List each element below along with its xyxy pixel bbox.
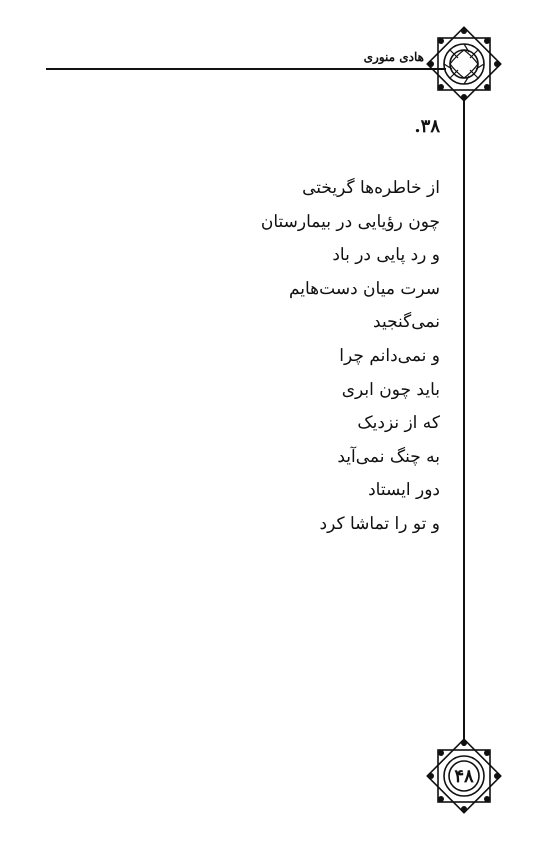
poem-line: چون رؤیایی در بیمارستان: [260, 211, 440, 232]
page-number: ۴۸: [454, 766, 474, 787]
poem-line: و رد پایی در باد: [332, 245, 440, 266]
poem-line: از خاطره‌ها گریختی: [302, 178, 440, 198]
poem-line: و تو را تماشا کرد: [319, 513, 440, 534]
poem-line: که از نزدیک: [357, 413, 440, 434]
margin-rule: [463, 96, 465, 746]
header-rule: [46, 68, 446, 70]
poem-line: باید چون ابری: [341, 379, 440, 400]
running-header-author: هادی منوری: [363, 50, 424, 64]
poem-body: [120, 172, 440, 542]
poem-line: نمی‌گنجید: [373, 312, 440, 333]
poem-line: سرت میان دست‌هایم: [288, 278, 440, 299]
poem-line: به چنگ نمی‌آید: [337, 446, 440, 467]
star-rosette-ornament-icon: [424, 24, 504, 104]
poem-number: ۳۸.: [414, 116, 440, 137]
poem-line: دور ایستاد: [368, 480, 440, 501]
poem-line: و نمی‌دانم چرا: [339, 345, 440, 366]
